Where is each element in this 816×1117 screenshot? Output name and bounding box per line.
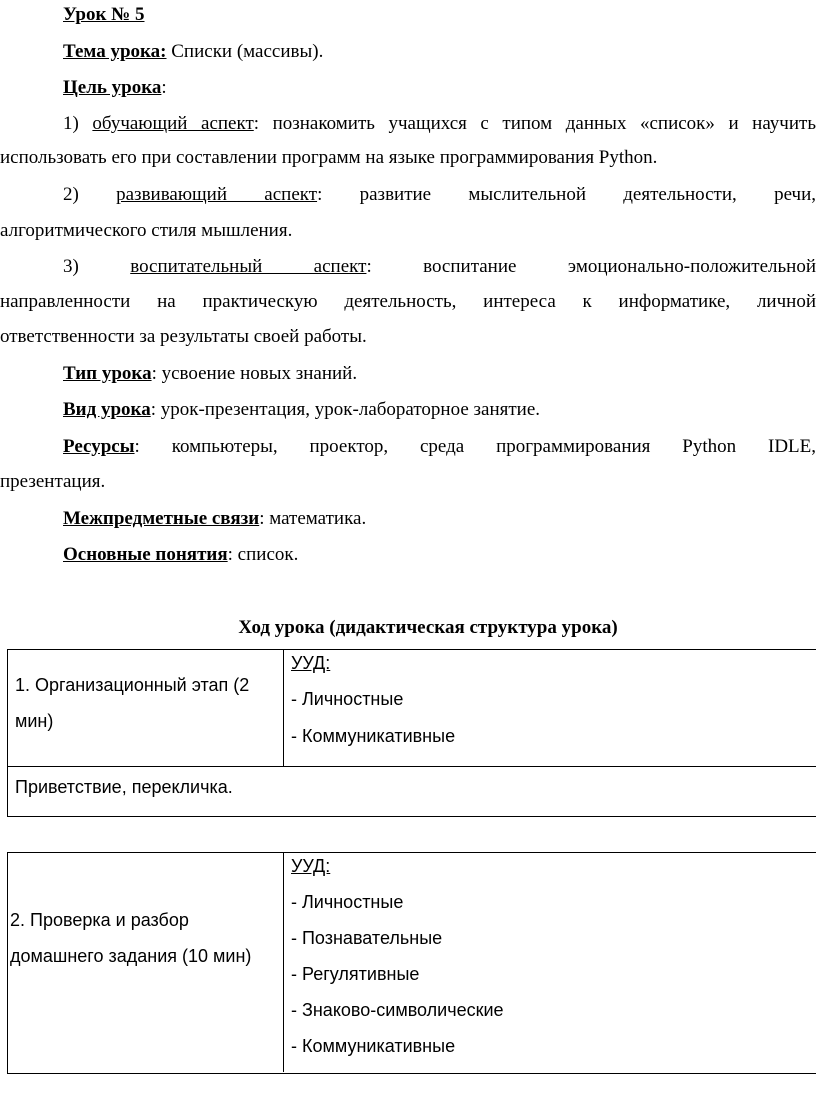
resources-label: Ресурсы bbox=[63, 436, 135, 457]
stage-2-uud-item: - Регулятивные bbox=[291, 964, 420, 984]
topic-value: Списки (массивы). bbox=[166, 41, 324, 62]
interdisciplinary-links bbox=[63, 507, 816, 531]
stage-2-title-line-1: 2. Проверка и разбор bbox=[10, 910, 189, 930]
aspect-3-number: 3) bbox=[63, 256, 79, 277]
aspect-3-line-1 bbox=[63, 255, 816, 279]
aspect-2-text: : развитие мыслительной деятельности, речи, bbox=[317, 184, 816, 205]
stage-1-content: Приветствие, перекличка. bbox=[15, 777, 233, 797]
aspect-3-line-3: ответственности за результаты своей работы. bbox=[0, 326, 367, 347]
aspect-2-label: развивающий аспект bbox=[116, 184, 318, 205]
kind-value: : урок-презентация, урок-лабораторное занятие. bbox=[150, 399, 541, 420]
resources-value: : компьютеры, проектор, среда программирования Python IDLE, bbox=[134, 436, 816, 457]
lesson-type bbox=[63, 362, 816, 386]
kind-label: Вид урока bbox=[63, 399, 151, 420]
concepts-label: Основные понятия bbox=[63, 544, 228, 565]
type-label: Тип урока bbox=[63, 363, 152, 384]
aspect-1-number: 1) bbox=[63, 113, 79, 134]
links-label: Межпредметные связи bbox=[63, 508, 260, 529]
aspect-3-label: воспитательный аспект bbox=[130, 256, 367, 277]
links-value: : математика. bbox=[259, 508, 367, 529]
stage-1-title-line-1: 1. Организационный этап (2 bbox=[15, 675, 250, 695]
stage-1-uud-label: УУД: bbox=[291, 653, 331, 673]
aspect-3-line-2: направленности на практическую деятельность, интереса к информатике, личной bbox=[0, 291, 816, 312]
aspect-1-label: обучающий аспект bbox=[92, 113, 254, 134]
stage-1-title-line-2: мин) bbox=[15, 711, 54, 731]
basic-concepts bbox=[63, 543, 816, 567]
stage-2-uud-item: - Познавательные bbox=[291, 928, 443, 948]
lesson-resources-line-2: презентация. bbox=[0, 471, 106, 492]
plan-title: Ход урока (дидактическая структура урока) bbox=[238, 617, 618, 638]
stage-1-uud-item: - Личностные bbox=[291, 689, 404, 709]
stage-2-uud-label: УУД: bbox=[291, 856, 331, 876]
concepts-value: : список. bbox=[227, 544, 299, 565]
stage-2-table bbox=[7, 852, 816, 1117]
stage-2-uud-item: - Знаково-символические bbox=[291, 1000, 504, 1020]
aspect-2-line-1 bbox=[63, 183, 816, 207]
lesson-resources bbox=[63, 435, 816, 459]
aspect-1-line-1 bbox=[63, 112, 816, 136]
lesson-goal bbox=[63, 76, 816, 100]
topic-label: Тема урока: bbox=[63, 41, 167, 62]
type-value: : усвоение новых знаний. bbox=[151, 363, 358, 384]
stage-1-uud-item: - Коммуникативные bbox=[291, 726, 456, 746]
aspect-1-text: : познакомить учащихся с типом данных «список» и научить bbox=[253, 113, 816, 134]
aspect-1-line-2: использовать его при составлении программ на языке программирования Python. bbox=[0, 147, 658, 168]
lesson-topic bbox=[63, 40, 816, 64]
aspect-3-text: : воспитание эмоционально-положительной bbox=[366, 256, 816, 277]
lesson-number: Урок № 5 bbox=[63, 4, 145, 25]
aspect-2-number: 2) bbox=[63, 184, 79, 205]
stage-2-uud-item: - Личностные bbox=[291, 892, 404, 912]
lesson-kind bbox=[63, 398, 816, 422]
stage-2-uud-item: - Коммуникативные bbox=[291, 1036, 456, 1056]
goal-colon: : bbox=[161, 77, 167, 98]
stage-2-title-line-2: домашнего задания (10 мин) bbox=[10, 946, 252, 966]
goal-label: Цель урока bbox=[63, 77, 162, 98]
stage-1-table bbox=[7, 649, 816, 816]
aspect-2-line-2: алгоритмического стиля мышления. bbox=[0, 220, 293, 241]
